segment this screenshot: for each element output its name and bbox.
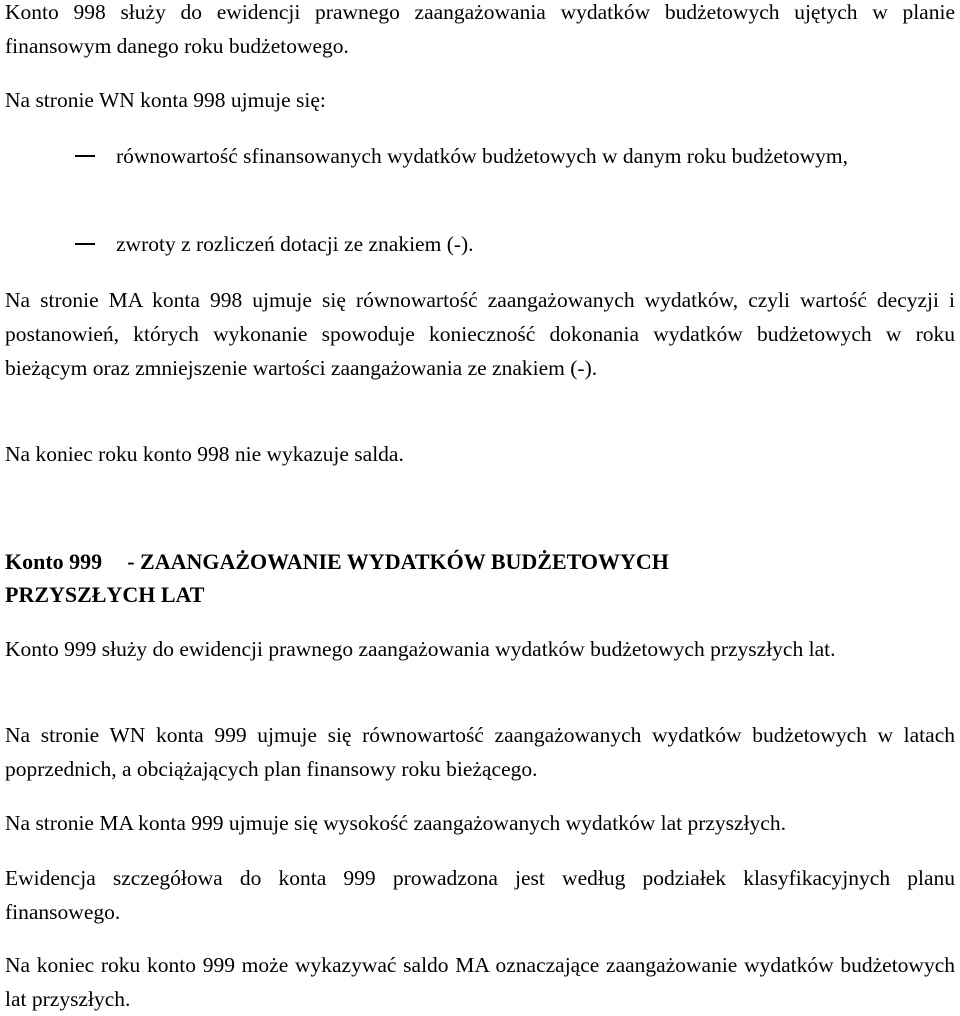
konto-999-end-of-year: Na koniec roku konto 999 może wykazywać saldo MA oznaczające zaangażowanie wydatków budżetowych lat przyszłych. [5,953,955,1011]
konto-999-heading-title-line2: PRZYSZŁYCH LAT [5,582,205,607]
konto-999-wn-text: Na stronie WN konta 999 ujmuje się równowartość zaangażowanych wydatków budżetowych w latach poprzednich, a obciążających plan finansowy roku bieżącego. [5,723,955,781]
konto-999-intro: Konto 999 służy do ewidencji prawnego zaangażowania wydatków budżetowych przyszłych lat. [5,637,836,661]
list-item [0,139,960,207]
konto-999-heading [5,545,955,611]
konto-998-wn-header: Na stronie WN konta 998 ujmuje się: [5,88,326,112]
dash-bullet-icon [75,155,95,157]
konto-998-intro: Konto 998 służy do ewidencji prawnego zaangażowania wydatków budżetowych ujętych w planie finansowym danego roku budżetowego. [5,0,955,58]
konto-998-ma-text: Na stronie MA konta 998 ujmuje się równowartość zaangażowanych wydatków, czyli wartość decyzji i postanowień, których wykonanie spowoduje konieczność dokonania wydatków budżetowych w roku bieżącym oraz zmniejszenie wartości zaangażowania ze znakiem (-). [5,288,955,380]
konto-998-end-of-year: Na koniec roku konto 998 nie wykazuje salda. [5,442,404,466]
konto-999-detail-text: Ewidencja szczegółowa do konta 999 prowadzona jest według podziałek klasyfikacyjnych planu finansowego. [5,866,955,924]
konto-999-ma-text: Na stronie MA konta 999 ujmuje się wysokość zaangażowanych wydatków lat przyszłych. [5,811,786,835]
list-item [0,227,960,261]
konto-999-heading-title: - ZAANGAŻOWANIE WYDATKÓW BUDŻETOWYCH [127,549,669,574]
konto-998-wn-item-1: równowartość sfinansowanych wydatków budżetowych w danym roku budżetowym, [116,144,849,168]
dash-bullet-icon [75,243,95,245]
konto-998-wn-item-2: zwroty z rozliczeń dotacji ze znakiem (-). [116,232,474,256]
konto-999-heading-account: Konto 999 [5,549,103,574]
